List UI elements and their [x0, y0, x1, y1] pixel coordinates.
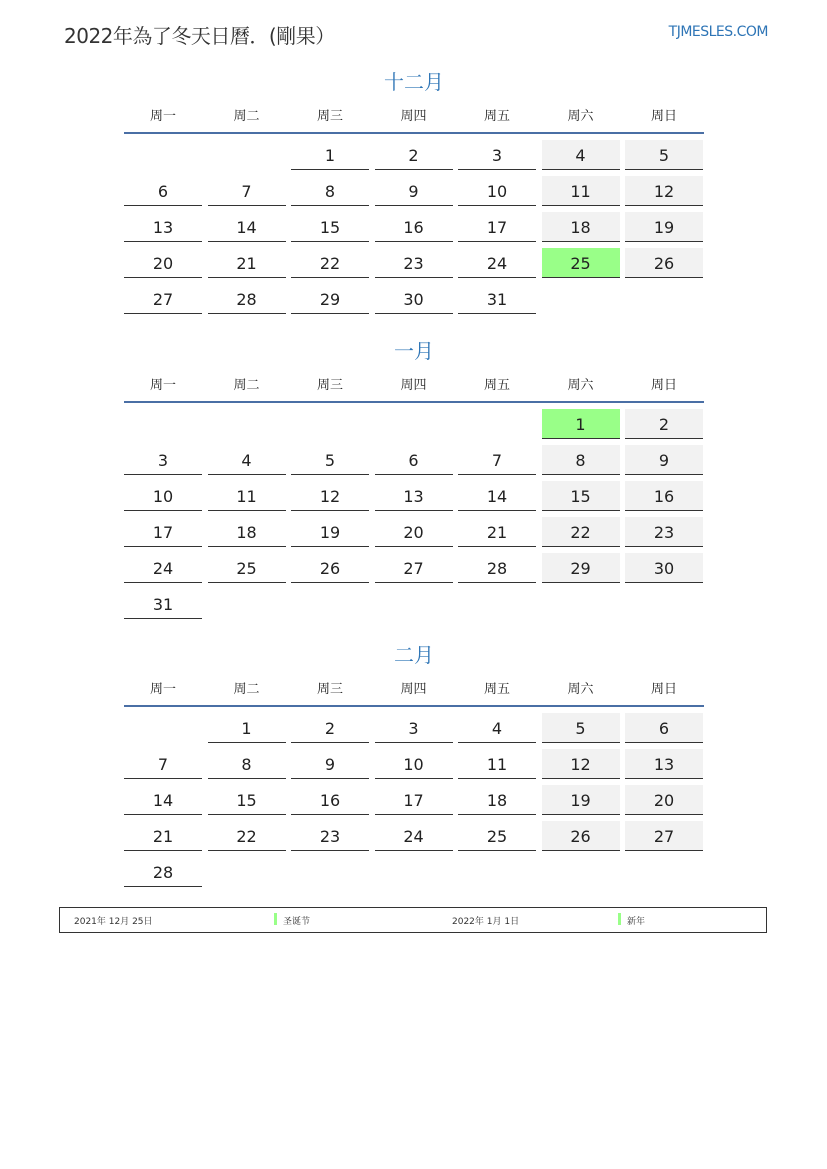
day-cell: 21 [124, 821, 202, 851]
day-cell: 17 [375, 785, 453, 815]
day-cell: 29 [291, 284, 369, 314]
weekday-label: 周日 [650, 378, 677, 393]
legend-date: 2022年 1月 1日 [452, 917, 520, 927]
day-cell: 26 [625, 248, 703, 278]
day-cell: 27 [375, 553, 453, 583]
day-cell: 13 [625, 749, 703, 779]
day-cell: 4 [542, 140, 620, 170]
weekday-label: 周日 [650, 109, 677, 124]
day-cell: 3 [375, 713, 453, 743]
day-cell: 10 [375, 749, 453, 779]
month-title: 十二月 [384, 70, 444, 94]
site-link[interactable]: TJMESLES.COM [668, 24, 768, 40]
day-cell: 24 [124, 553, 202, 583]
day-cell: 3 [458, 140, 536, 170]
day-grid [124, 134, 704, 320]
weekday-label: 周三 [316, 378, 343, 393]
day-cell: 31 [124, 589, 202, 619]
day-cell: 15 [291, 212, 369, 242]
day-cell: 20 [625, 785, 703, 815]
day-cell: 30 [625, 553, 703, 583]
weekday-label: 周五 [483, 109, 510, 124]
weekday-label: 周三 [316, 682, 343, 697]
day-cell: 17 [458, 212, 536, 242]
weekday-label: 周四 [400, 378, 427, 393]
weekday-label: 周五 [483, 682, 510, 697]
day-cell: 6 [625, 713, 703, 743]
day-cell: 11 [542, 176, 620, 206]
day-grid [124, 403, 704, 625]
day-cell: 24 [375, 821, 453, 851]
day-cell: 5 [625, 140, 703, 170]
day-cell: 3 [124, 445, 202, 475]
day-cell: 16 [375, 212, 453, 242]
day-cell: 1 [208, 713, 286, 743]
day-cell: 18 [542, 212, 620, 242]
day-cell: 13 [124, 212, 202, 242]
day-cell: 17 [124, 517, 202, 547]
weekday-label: 周四 [400, 682, 427, 697]
day-cell: 19 [542, 785, 620, 815]
day-cell: 25 [458, 821, 536, 851]
day-cell: 12 [542, 749, 620, 779]
day-cell: 5 [291, 445, 369, 475]
day-cell: 27 [124, 284, 202, 314]
legend-holiday-name: 圣诞节 [283, 917, 311, 927]
weekday-header [124, 675, 704, 707]
day-cell: 12 [625, 176, 703, 206]
weekday-label: 周二 [233, 378, 260, 393]
day-cell: 21 [208, 248, 286, 278]
day-cell: 10 [458, 176, 536, 206]
day-cell: 4 [208, 445, 286, 475]
day-cell: 7 [208, 176, 286, 206]
legend-holiday-name: 新年 [627, 917, 646, 927]
day-cell: 23 [625, 517, 703, 547]
day-cell: 30 [375, 284, 453, 314]
day-cell: 19 [625, 212, 703, 242]
day-cell: 9 [625, 445, 703, 475]
day-cell: 14 [208, 212, 286, 242]
weekday-label: 周六 [567, 378, 594, 393]
day-cell: 26 [542, 821, 620, 851]
day-cell: 10 [124, 481, 202, 511]
day-cell: 16 [625, 481, 703, 511]
day-cell: 28 [208, 284, 286, 314]
day-cell: 18 [208, 517, 286, 547]
day-cell: 11 [458, 749, 536, 779]
day-cell: 8 [291, 176, 369, 206]
day-cell: 14 [124, 785, 202, 815]
day-cell: 2 [625, 409, 703, 439]
day-cell: 9 [375, 176, 453, 206]
page-title: 2022年為了冬天日曆．(剛果） [64, 24, 335, 48]
day-cell: 4 [458, 713, 536, 743]
day-cell: 6 [375, 445, 453, 475]
day-cell: 20 [124, 248, 202, 278]
day-cell: 15 [542, 481, 620, 511]
day-cell: 7 [458, 445, 536, 475]
weekday-label: 周三 [316, 109, 343, 124]
day-cell: 15 [208, 785, 286, 815]
day-cell: 27 [625, 821, 703, 851]
day-grid [124, 707, 704, 893]
weekday-label: 周六 [567, 682, 594, 697]
weekday-label: 周二 [233, 682, 260, 697]
holiday-legend [59, 907, 767, 933]
day-cell: 13 [375, 481, 453, 511]
day-cell: 22 [542, 517, 620, 547]
day-cell: 28 [124, 857, 202, 887]
day-cell: 23 [291, 821, 369, 851]
month-february [124, 641, 704, 893]
month-title: 二月 [394, 643, 434, 667]
day-cell: 22 [208, 821, 286, 851]
weekday-header [124, 371, 704, 403]
holiday-color-swatch [618, 913, 621, 925]
day-cell: 11 [208, 481, 286, 511]
legend-date: 2021年 12月 25日 [74, 917, 153, 927]
day-cell: 25 [208, 553, 286, 583]
holiday-color-swatch [274, 913, 277, 925]
month-title: 一月 [394, 339, 434, 363]
weekday-label: 周五 [483, 378, 510, 393]
day-cell: 20 [375, 517, 453, 547]
weekday-label: 周日 [650, 682, 677, 697]
day-cell: 19 [291, 517, 369, 547]
day-cell: 5 [542, 713, 620, 743]
day-cell: 22 [291, 248, 369, 278]
day-cell: 8 [208, 749, 286, 779]
holiday-day-cell: 1 [542, 409, 620, 439]
day-cell: 23 [375, 248, 453, 278]
day-cell: 2 [375, 140, 453, 170]
weekday-label: 周四 [400, 109, 427, 124]
day-cell: 7 [124, 749, 202, 779]
month-january [124, 337, 704, 625]
day-cell: 2 [291, 713, 369, 743]
day-cell: 8 [542, 445, 620, 475]
day-cell: 1 [291, 140, 369, 170]
day-cell: 12 [291, 481, 369, 511]
day-cell: 29 [542, 553, 620, 583]
day-cell: 21 [458, 517, 536, 547]
day-cell: 31 [458, 284, 536, 314]
day-cell: 14 [458, 481, 536, 511]
weekday-label: 周一 [149, 682, 176, 697]
day-cell: 16 [291, 785, 369, 815]
weekday-label: 周二 [233, 109, 260, 124]
weekday-label: 周一 [149, 109, 176, 124]
day-cell: 6 [124, 176, 202, 206]
day-cell: 24 [458, 248, 536, 278]
weekday-label: 周六 [567, 109, 594, 124]
day-cell: 28 [458, 553, 536, 583]
weekday-label: 周一 [149, 378, 176, 393]
day-cell: 26 [291, 553, 369, 583]
weekday-header [124, 102, 704, 134]
holiday-day-cell: 25 [542, 248, 620, 278]
day-cell: 9 [291, 749, 369, 779]
day-cell: 18 [458, 785, 536, 815]
month-december [124, 68, 704, 320]
